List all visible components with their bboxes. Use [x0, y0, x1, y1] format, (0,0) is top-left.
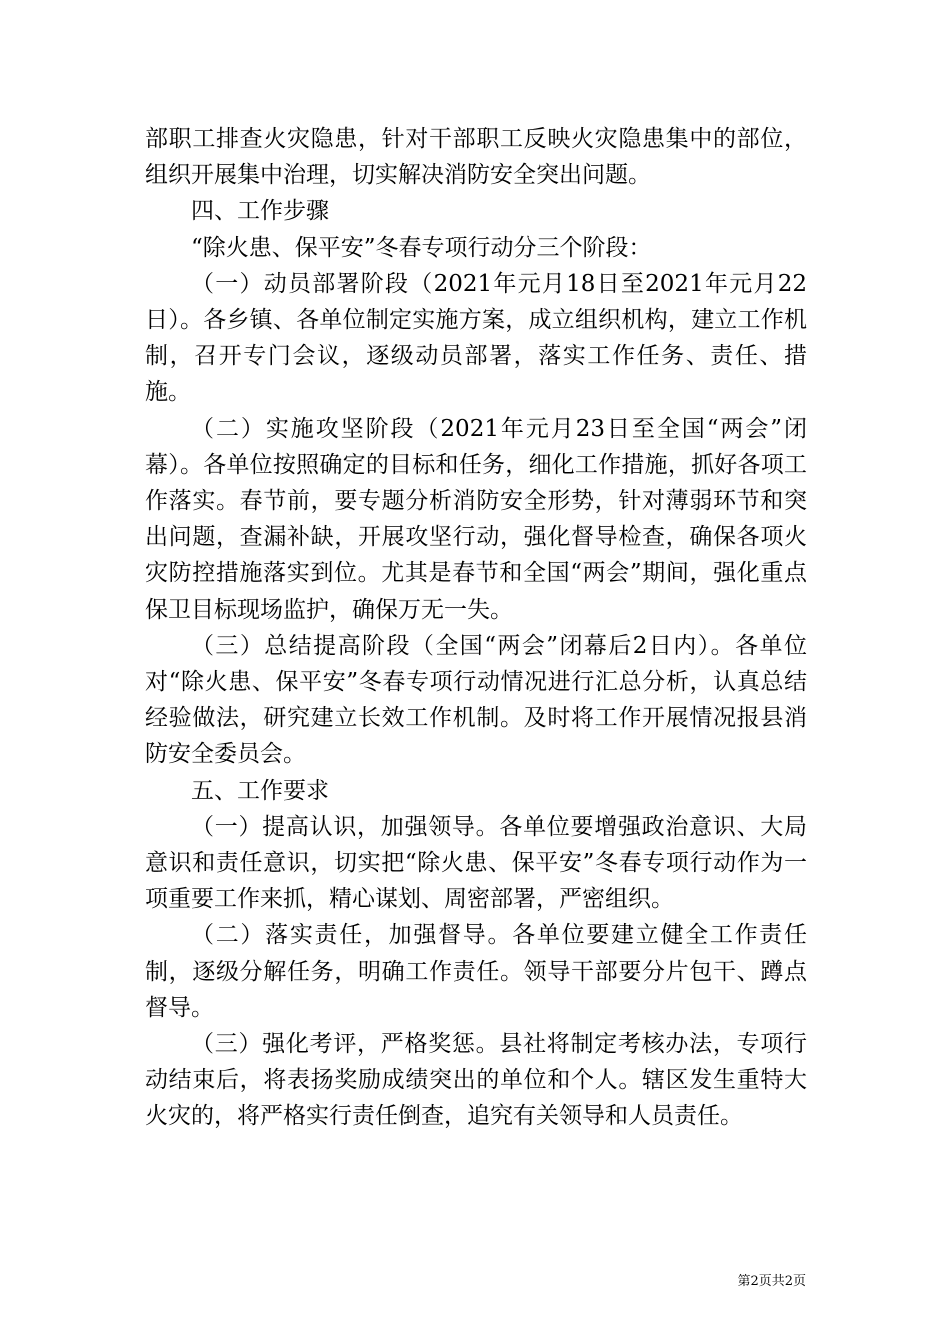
- paragraph-requirement-evaluation: （三）强化考评，严格奖惩。县社将制定考核办法，专项行动结束后，将表扬奖励成绩突出的单位和个人。辖区发生重特大火灾的，将严格实行责任倒查，追究有关领导和人员责任。: [145, 1031, 807, 1130]
- section-heading-work-requirements: 五、工作要求: [191, 777, 329, 804]
- section-heading-work-steps: 四、工作步骤: [191, 198, 329, 225]
- paragraph-requirement-responsibility: （二）落实责任，加强督导。各单位要建立健全工作责任制，逐级分解任务，明确工作责任。领导干部要分片包干、蹲点督导。: [145, 922, 807, 1021]
- paragraph-stage-implementation: （二）实施攻坚阶段（2021年元月23日至全国“两会”闭幕）。各单位按照确定的目标和任务，细化工作措施，抓好各项工作落实。春节前，要专题分析消防安全形势，针对薄弱环节和突出问题，查漏补缺，开展攻坚行动，强化督导检查，确保各项火灾防控措施落实到位。尤其是春节和全国“两会”期间，强化重点保卫目标现场监护，确保万无一失。: [145, 415, 807, 623]
- page-number: 第2页共2页: [737, 1274, 806, 1289]
- paragraph-three-stages-intro: “除火患、保平安”冬春专项行动分三个阶段：: [191, 234, 652, 261]
- paragraph-stage-summary: （三）总结提高阶段（全国“两会”闭幕后2日内）。各单位对“除火患、保平安”冬春专项行动情况进行汇总分析，认真总结经验做法，研究建立长效工作机制。及时将工作开展情况报县消防安全委员会。: [145, 632, 807, 768]
- paragraph-stage-mobilization: （一）动员部署阶段（2021年元月18日至2021年元月22日）。各乡镇、各单位制定实施方案，成立组织机构，建立工作机制，召开专门会议，逐级动员部署，落实工作任务、责任、措施。: [145, 270, 807, 406]
- paragraph-requirement-awareness: （一）提高认识，加强领导。各单位要增强政治意识、大局意识和责任意识，切实把“除火患、保平安”冬春专项行动作为一项重要工作来抓，精心谋划、周密部署，严密组织。: [145, 813, 807, 913]
- paragraph-continuation: 部职工排查火灾隐患，针对干部职工反映火灾隐患集中的部位，组织开展集中治理，切实解决消防安全突出问题。: [145, 126, 807, 189]
- document-body: [145, 121, 807, 1135]
